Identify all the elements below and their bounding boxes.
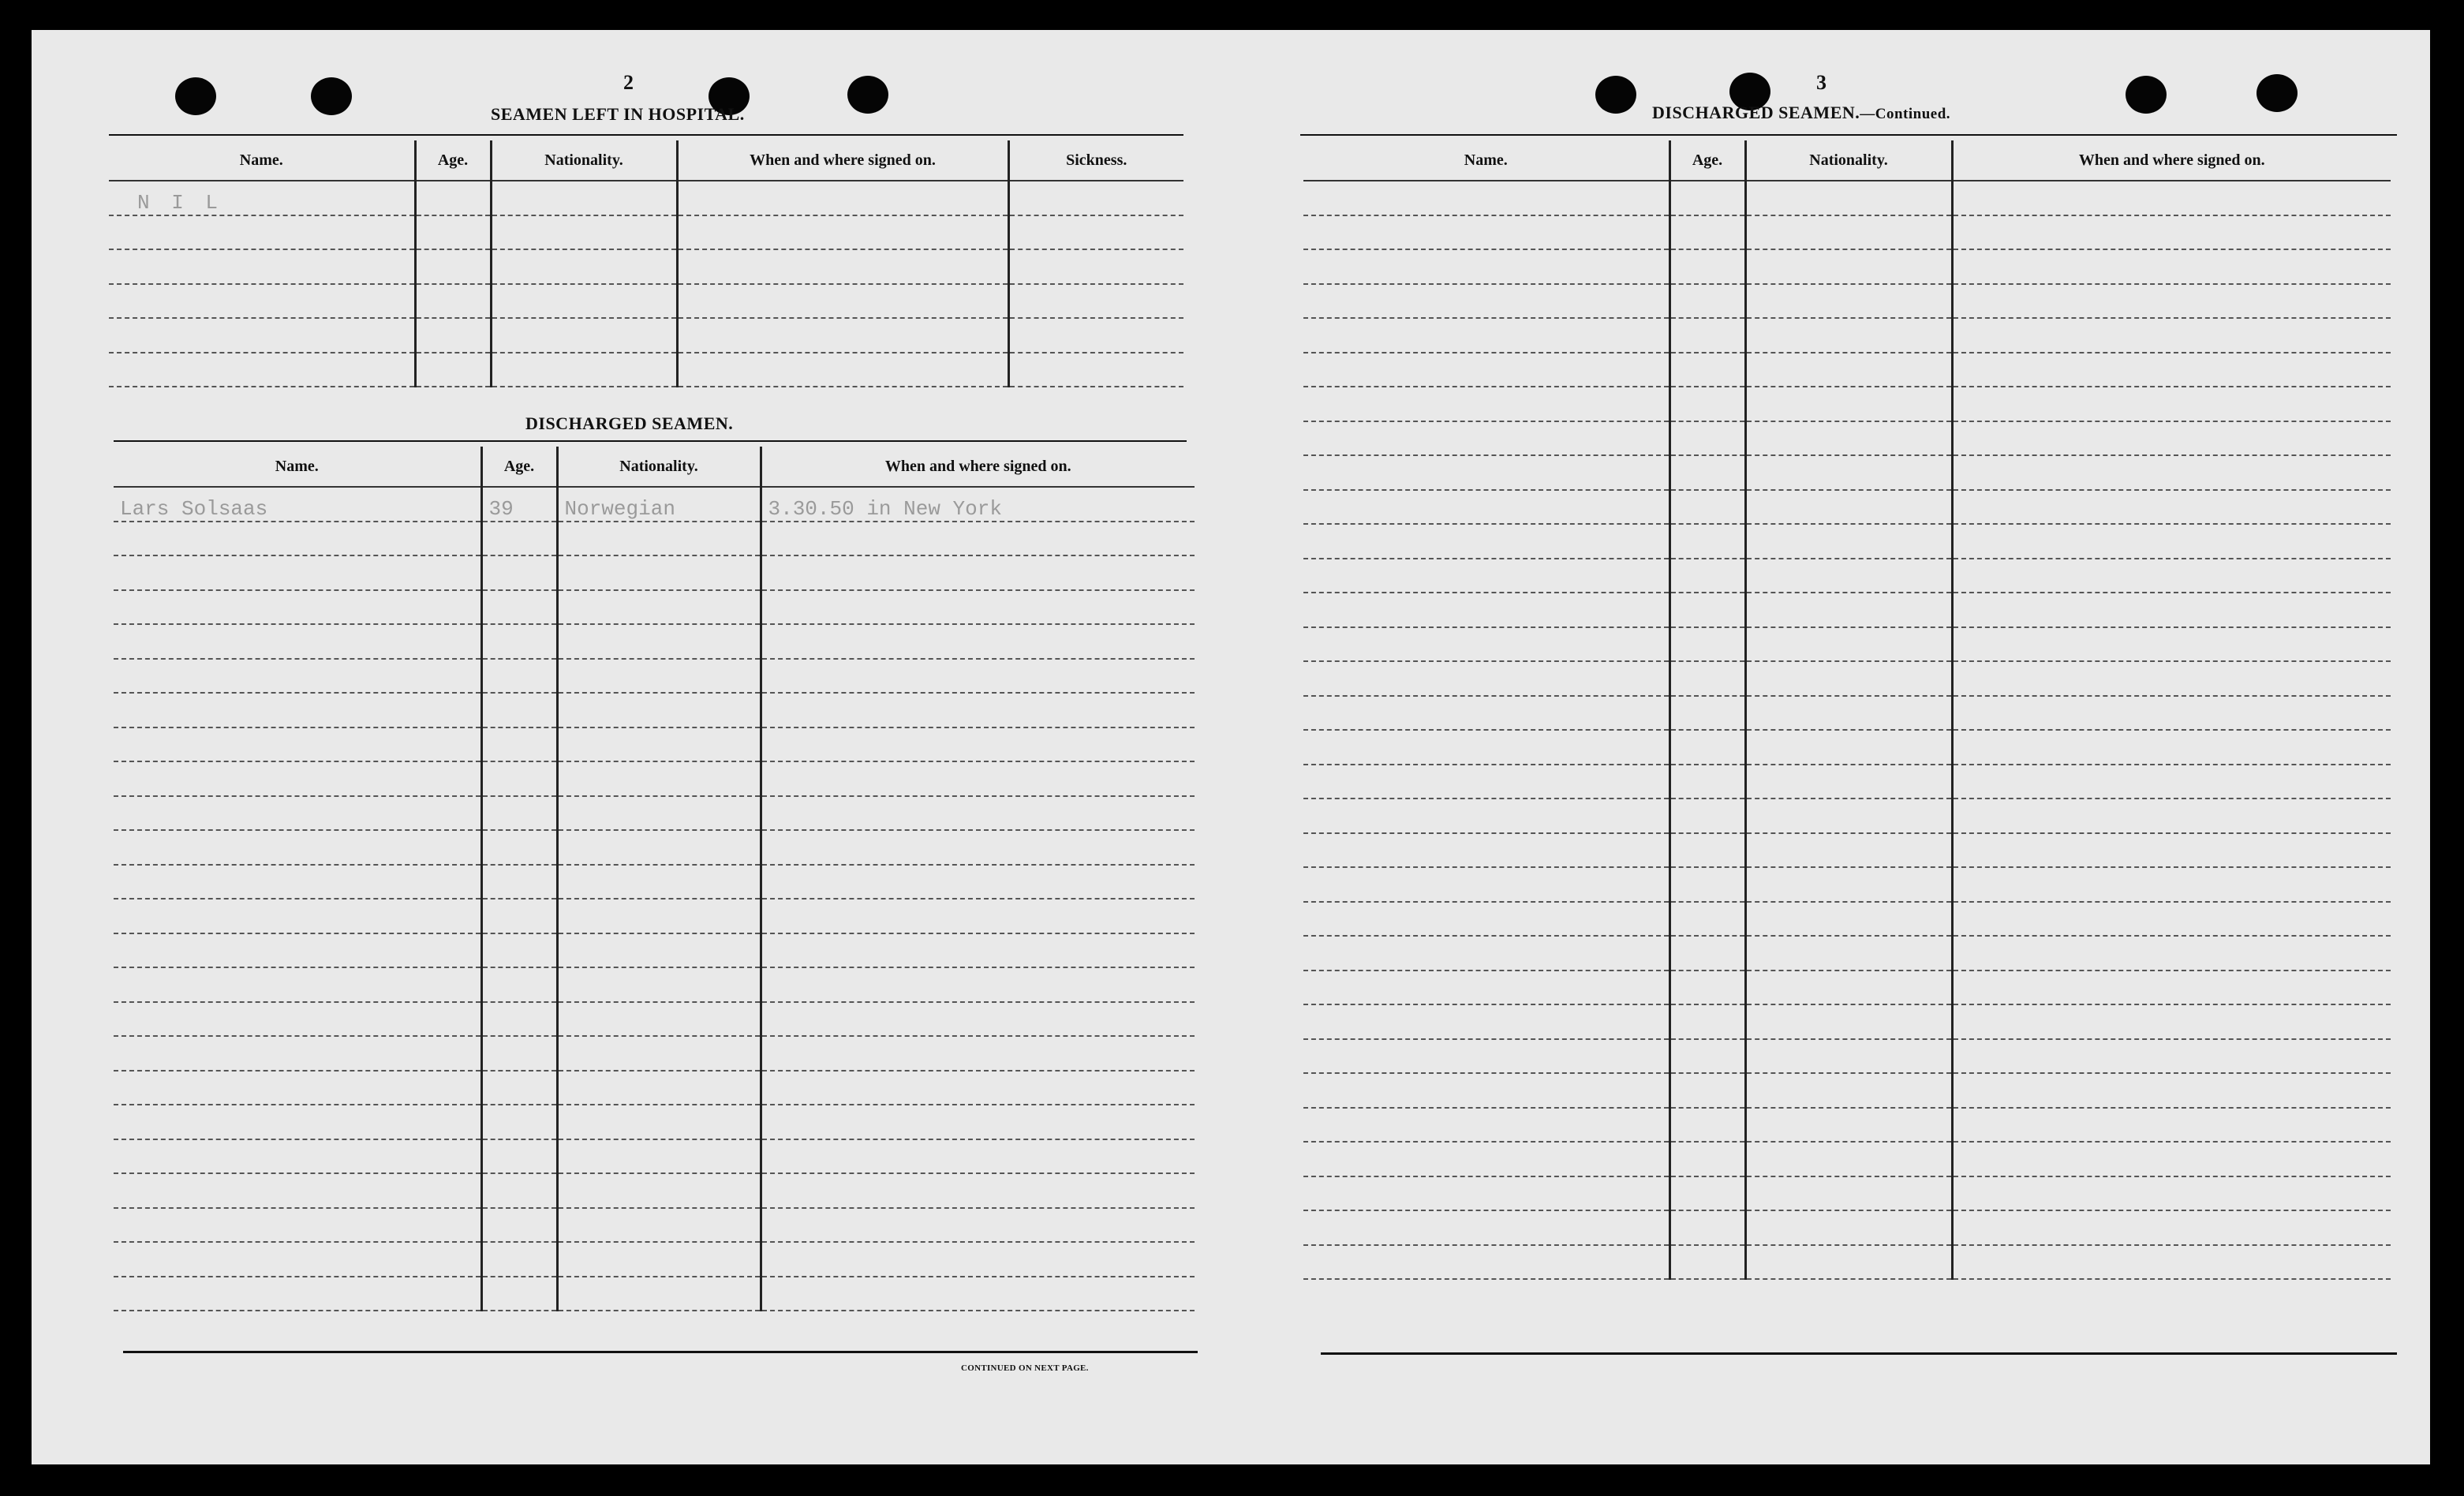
table-row xyxy=(1303,181,2391,215)
table-row xyxy=(1303,593,2391,627)
column-header-age: Age. xyxy=(415,140,491,181)
punch-hole xyxy=(1595,76,1636,114)
sickness-cell xyxy=(1008,181,1183,215)
header-rule xyxy=(109,134,1183,136)
table-row xyxy=(1303,936,2391,971)
table-row xyxy=(1303,387,2391,421)
continued-suffix: —Continued. xyxy=(1860,106,1951,122)
column-header-signed-on: When and where signed on. xyxy=(761,447,1195,487)
table-row xyxy=(114,1139,1195,1174)
table-row xyxy=(1303,696,2391,731)
column-header-nationality: Nationality. xyxy=(557,447,761,487)
name-cell: N I L xyxy=(109,181,415,215)
discharged-continued-table xyxy=(1303,140,2391,1280)
table-row xyxy=(114,522,1195,556)
table-row xyxy=(109,284,1183,319)
right-page-number: 3 xyxy=(1816,71,1827,94)
table-row xyxy=(109,318,1183,353)
left-page-number: 2 xyxy=(623,71,634,94)
table-row xyxy=(1303,249,2391,284)
table-row xyxy=(114,1002,1195,1037)
table-row xyxy=(114,933,1195,968)
table-row xyxy=(114,624,1195,659)
table-row xyxy=(1303,1004,2391,1039)
table-row xyxy=(1303,730,2391,765)
table-row xyxy=(114,1277,1195,1311)
signed-on-cell xyxy=(677,181,1008,215)
table-row xyxy=(1303,524,2391,559)
column-header-age: Age. xyxy=(1669,140,1745,181)
table-row xyxy=(114,1173,1195,1208)
header-rule xyxy=(1300,134,2397,136)
discharged-continued-title-text: DISCHARGED SEAMEN. xyxy=(1652,103,1860,122)
table-row xyxy=(1303,971,2391,1005)
punch-hole xyxy=(175,77,216,115)
table-row xyxy=(1303,1142,2391,1176)
continued-footnote: CONTINUED ON NEXT PAGE. xyxy=(961,1363,1089,1373)
table-row xyxy=(1303,902,2391,937)
table-row xyxy=(114,761,1195,796)
section-rule xyxy=(114,440,1187,442)
table-row xyxy=(1303,627,2391,662)
document-sheet xyxy=(32,30,2430,1464)
table-row xyxy=(114,487,1195,522)
table-row xyxy=(109,181,1183,215)
table-row xyxy=(1303,284,2391,319)
table-row xyxy=(109,215,1183,250)
table-row xyxy=(114,830,1195,865)
discharged-section-title: DISCHARGED SEAMEN. xyxy=(525,413,734,433)
table-row xyxy=(114,590,1195,625)
table-row xyxy=(114,1105,1195,1139)
bottom-rule xyxy=(1321,1352,2397,1355)
column-header-name: Name. xyxy=(114,447,481,487)
table-row xyxy=(1303,421,2391,456)
table-row xyxy=(1303,1073,2391,1108)
table-row xyxy=(109,353,1183,387)
age-cell: 39 xyxy=(481,487,557,522)
column-header-name: Name. xyxy=(109,140,415,181)
column-header-sickness: Sickness. xyxy=(1008,140,1183,181)
table-row xyxy=(114,865,1195,899)
table-header-row xyxy=(114,447,1195,487)
table-row xyxy=(1303,455,2391,490)
table-row xyxy=(114,1036,1195,1071)
nationality-cell xyxy=(491,181,677,215)
column-header-signed-on: When and where signed on. xyxy=(1952,140,2391,181)
table-row xyxy=(114,727,1195,762)
table-row xyxy=(114,796,1195,831)
column-header-nationality: Nationality. xyxy=(1745,140,1952,181)
table-row xyxy=(1303,1176,2391,1211)
table-row xyxy=(109,249,1183,284)
signed-on-cell: 3.30.50 in New York xyxy=(761,487,1195,522)
table-row xyxy=(114,693,1195,727)
table-row xyxy=(114,1208,1195,1243)
table-row xyxy=(1303,1108,2391,1143)
table-row xyxy=(1303,1245,2391,1280)
column-header-age: Age. xyxy=(481,447,557,487)
table-row xyxy=(1303,798,2391,833)
table-row xyxy=(1303,559,2391,593)
age-cell xyxy=(415,181,491,215)
discharged-table xyxy=(114,447,1195,1311)
column-header-nationality: Nationality. xyxy=(491,140,677,181)
punch-hole xyxy=(847,76,888,114)
hospital-section-title: SEAMEN LEFT IN HOSPITAL. xyxy=(491,104,745,124)
table-row xyxy=(114,899,1195,933)
discharged-continued-title xyxy=(1652,103,1950,123)
table-row xyxy=(1303,1210,2391,1245)
table-row xyxy=(1303,661,2391,696)
punch-hole xyxy=(2256,74,2298,112)
table-row xyxy=(114,1071,1195,1105)
column-header-name: Name. xyxy=(1303,140,1669,181)
table-row xyxy=(114,967,1195,1002)
table-row xyxy=(1303,1039,2391,1074)
punch-hole xyxy=(2126,76,2167,114)
table-row xyxy=(114,659,1195,694)
table-row xyxy=(1303,490,2391,525)
table-header-row xyxy=(109,140,1183,181)
table-row xyxy=(1303,318,2391,353)
table-row xyxy=(1303,353,2391,387)
column-header-signed-on: When and where signed on. xyxy=(677,140,1008,181)
table-row xyxy=(1303,765,2391,799)
hospital-table xyxy=(109,140,1183,387)
table-row xyxy=(1303,833,2391,868)
table-header-row xyxy=(1303,140,2391,181)
name-cell: Lars Solsaas xyxy=(114,487,481,522)
bottom-rule xyxy=(123,1351,1198,1353)
punch-hole xyxy=(311,77,352,115)
table-row xyxy=(1303,215,2391,250)
table-row xyxy=(114,1242,1195,1277)
table-row xyxy=(114,555,1195,590)
nationality-cell: Norwegian xyxy=(557,487,761,522)
table-row xyxy=(1303,867,2391,902)
